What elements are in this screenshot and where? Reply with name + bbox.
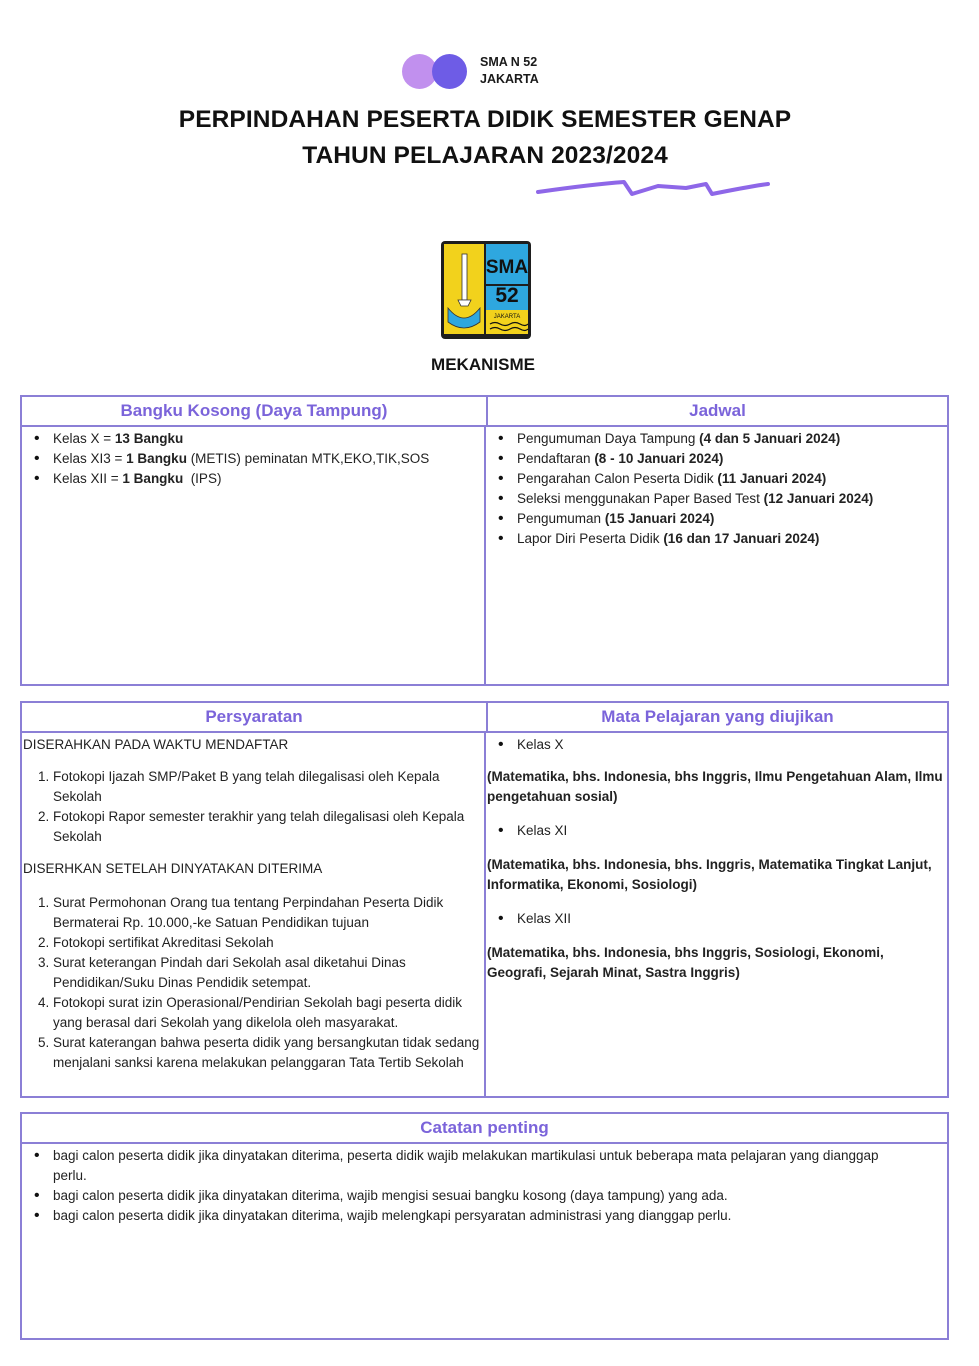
section1-title: DISERAHKAN PADA WAKTU MENDAFTAR [23, 737, 289, 752]
kelas-xi-item: • Kelas XI [517, 821, 945, 841]
jadwal-column [486, 427, 947, 684]
list-item: • Kelas XI3 = 1 Bangku (METIS) peminatan MTK,EKO,TIK,SOS [53, 449, 482, 469]
list-item: • Pengumuman (15 Januari 2024) [517, 509, 945, 529]
table3-header [22, 1114, 947, 1144]
table-catatan-penting [20, 1112, 949, 1340]
bangku-kosong-column [22, 427, 486, 684]
list-item: • bagi calon peserta didik jika dinyatakan diterima, peserta didik wajib melakukan martikulasi untuk beberapa mata pelajaran yang dianggap perlu. [53, 1146, 905, 1186]
title-line2: TAHUN PELAJARAN 2023/2024 [302, 142, 668, 169]
list-item: • bagi calon peserta didik jika dinyatakan diterima, wajib melengkapi persyaratan administrasi yang dianggap perlu. [53, 1206, 905, 1226]
list-item: 2. Fotokopi sertifikat Akreditasi Sekolah [53, 933, 482, 953]
table1-header-right: Jadwal [689, 401, 746, 420]
section2-list [23, 893, 482, 1073]
list-item: • Pendaftaran (8 - 10 Januari 2024) [517, 449, 945, 469]
list-item: 5. Surat katerangan bahwa peserta didik yang bersangkutan tidak sedang menjalani sanksi karena melakukan pelanggaran Tata Tertib Sekolah [53, 1033, 482, 1073]
kelas-xi-mapel: (Matematika, bhs. Indonesia, bhs. Inggris, Matematika Tingkat Lanjut, Informatika, Ekonomi, Sosiologi) [487, 857, 932, 892]
list-item: • Seleksi menggunakan Paper Based Test (12 Januari 2024) [517, 489, 945, 509]
table-daya-tampung-jadwal [20, 395, 949, 686]
table-persyaratan-mapel [20, 701, 949, 1098]
kelas-xii-item: • Kelas XII [517, 909, 945, 929]
brand-text [480, 54, 539, 88]
section1-list [23, 767, 482, 847]
list-item: • Lapor Diri Peserta Didik (16 dan 17 Januari 2024) [517, 529, 945, 549]
table3-header-title: Catatan penting [420, 1118, 549, 1137]
logo-text-jakarta: JAKARTA [493, 314, 521, 320]
page-title [0, 102, 970, 174]
table1-body [22, 427, 947, 684]
catatan-column [22, 1144, 947, 1338]
table2-header-right: Mata Pelajaran yang diujikan [601, 707, 834, 726]
list-item: • Pengarahan Calon Peserta Didik (11 Januari 2024) [517, 469, 945, 489]
logo-text-52: 52 [495, 284, 519, 307]
logo-text-sma: SMA [485, 257, 529, 278]
table2-body [22, 733, 947, 1096]
brand-circle-right-icon [432, 54, 467, 89]
kelas-xii-mapel: (Matematika, bhs. Indonesia, bhs Inggris, Sosiologi, Ekonomi, Geografi, Sejarah Minat, Sastra Inggris) [487, 945, 884, 980]
title-line1: PERPINDAHAN PESERTA DIDIK SEMESTER GENAP [178, 106, 792, 133]
brand-line1: SMA N 52 [480, 55, 538, 69]
section2-title: DISERHKAN SETELAH DINYATAKAN DITERIMA [23, 861, 323, 876]
table3-body [22, 1144, 947, 1338]
list-item: 3. Surat keterangan Pindah dari Sekolah asal diketahui Dinas Pendidikan/Suku Dinas Pendidik setempat. [53, 953, 482, 993]
persyaratan-column [22, 733, 486, 1096]
kelas-x-item: • Kelas X [517, 735, 945, 755]
list-item: 2. Fotokopi Rapor semester terakhir yang telah dilegalisasi oleh Kepala Sekolah [53, 807, 482, 847]
table2-header-left: Persyaratan [22, 703, 488, 731]
list-item: 1. Surat Permohonan Orang tua tentang Perpindahan Peserta Didik Bermaterai Rp. 10.000,-ke Satuan Pendidikan tujuan [53, 893, 482, 933]
table2-header [22, 703, 947, 733]
school-logo-icon [440, 240, 532, 340]
table1-header [22, 397, 947, 427]
brand [402, 52, 562, 92]
list-item: • Kelas XII = 1 Bangku (IPS) [53, 469, 482, 489]
kelas-x-mapel: (Matematika, bhs. Indonesia, bhs Inggris, Ilmu Pengetahuan Alam, Ilmu pengetahuan sosial) [487, 769, 943, 804]
list-item: 4. Fotokopi surat izin Operasional/Pendirian Sekolah bagi peserta didik yang berasal dari Sekolah yang dikelola oleh masyarakat. [53, 993, 482, 1033]
section-heading-mekanisme: MEKANISME [431, 355, 535, 374]
list-item: • bagi calon peserta didik jika dinyatakan diterima, wajib mengisi sesuai bangku kosong (daya tampung) yang ada. [53, 1186, 905, 1206]
table1-header-left: Bangku Kosong (Daya Tampung) [22, 397, 488, 425]
brand-line2: JAKARTA [480, 72, 539, 86]
list-item: • Kelas X = 13 Bangku [53, 429, 482, 449]
list-item: 1. Fotokopi Ijazah SMP/Paket B yang telah dilegalisasi oleh Kepala Sekolah [53, 767, 482, 807]
squiggle-decoration-icon [536, 174, 770, 198]
mapel-column [486, 733, 947, 1096]
list-item: • Pengumuman Daya Tampung (4 dan 5 Januari 2024) [517, 429, 945, 449]
